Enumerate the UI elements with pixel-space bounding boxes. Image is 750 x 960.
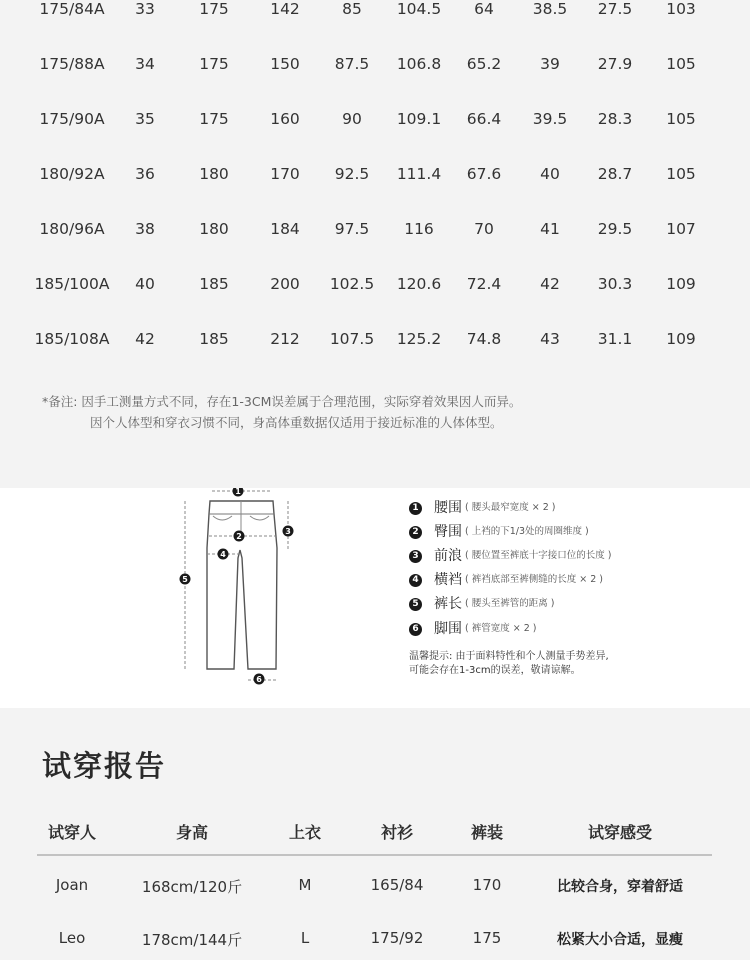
report-column-header: 身高	[175, 823, 209, 842]
size-cell: 104.5	[396, 0, 442, 18]
tip-line-1: 温馨提示: 由于面料特性和个人测量手势差异,	[409, 651, 609, 662]
svg-text:6: 6	[256, 675, 262, 684]
report-cell: 松紧大小合适，显瘦	[557, 932, 683, 948]
report-column-header: 上衣	[288, 823, 322, 842]
size-cell: 92.5	[334, 165, 370, 183]
legend-description: ( 腰头最窄宽度 × 2 )	[465, 502, 556, 513]
report-column-header: 衬衫	[380, 823, 414, 842]
size-cell: 66.4	[466, 110, 502, 128]
legend-description: ( 上裆的下1/3处的周圈维度 )	[465, 526, 589, 537]
marker-6	[254, 674, 265, 685]
size-cell: 74.8	[466, 330, 502, 348]
svg-text:3: 3	[285, 527, 291, 536]
marker-4	[218, 549, 229, 560]
report-column-header: 试穿感受	[587, 823, 653, 842]
number-badge-icon: 2	[409, 526, 422, 539]
size-row	[0, 324, 750, 354]
report-divider	[37, 854, 712, 856]
report-column-header: 裤装	[470, 823, 504, 842]
legend-description: ( 腰头至裤管的距离 )	[465, 598, 555, 609]
legend-term: 脚围	[434, 621, 462, 637]
report-cell: Leo	[58, 929, 86, 947]
report-cell: L	[300, 929, 310, 947]
left-pocket	[213, 516, 232, 520]
report-cell: M	[298, 876, 312, 894]
size-cell: 85	[342, 0, 362, 18]
size-cell: 103	[666, 0, 696, 18]
number-badge-icon: 1	[409, 502, 422, 515]
size-row	[0, 269, 750, 299]
size-cell: 105	[666, 165, 696, 183]
size-cell: 38.5	[532, 0, 568, 18]
size-cell: 160	[270, 110, 300, 128]
report-cell: 175/92	[370, 929, 424, 947]
legend-description: ( 裤裆底部至裤侧缝的长度 × 2 )	[465, 574, 603, 585]
size-cell: 31.1	[597, 330, 633, 348]
size-cell: 87.5	[334, 55, 370, 73]
report-title: 试穿报告	[42, 749, 167, 783]
size-cell: 180/96A	[39, 220, 105, 238]
marker-5	[180, 574, 191, 585]
size-cell: 180	[199, 165, 229, 183]
report-cell: 比较合身，穿着舒适	[557, 879, 683, 895]
size-cell: 180/92A	[39, 165, 105, 183]
report-cell: 170	[472, 876, 502, 894]
size-cell: 64	[474, 0, 494, 18]
report-cell: 168cm/120斤	[141, 878, 243, 896]
legend-item	[409, 546, 611, 566]
size-row	[0, 159, 750, 189]
size-cell: 28.3	[597, 110, 633, 128]
svg-text:4: 4	[220, 550, 226, 559]
right-pocket	[250, 516, 269, 520]
size-cell: 142	[270, 0, 300, 18]
size-cell: 40	[135, 275, 155, 293]
size-cell: 40	[540, 165, 560, 183]
size-cell: 185	[199, 275, 229, 293]
size-cell: 42	[540, 275, 560, 293]
size-cell: 175	[199, 0, 229, 18]
size-cell: 70	[474, 220, 494, 238]
number-badge-icon: 3	[409, 550, 422, 563]
report-cell: 178cm/144斤	[141, 931, 243, 949]
size-cell: 90	[342, 110, 362, 128]
size-cell: 39	[540, 55, 560, 73]
legend-term: 裤长	[434, 596, 462, 612]
size-cell: 107.5	[329, 330, 375, 348]
size-cell: 30.3	[597, 275, 633, 293]
marker-2	[234, 531, 245, 542]
marker-1	[233, 488, 244, 497]
size-cell: 105	[666, 55, 696, 73]
size-cell: 185/100A	[34, 275, 110, 293]
legend-item	[409, 498, 556, 518]
size-cell: 120.6	[396, 275, 442, 293]
tip-line-2: 可能会存在1-3cm的误差，敬请谅解。	[409, 665, 581, 676]
fitting-report-section	[0, 708, 750, 960]
size-cell: 39.5	[532, 110, 568, 128]
legend-description: ( 裤管宽度 × 2 )	[465, 623, 537, 634]
size-cell: 29.5	[597, 220, 633, 238]
legend-item	[409, 570, 603, 590]
size-cell: 43	[540, 330, 560, 348]
size-cell: 109.1	[396, 110, 442, 128]
size-cell: 109	[666, 275, 696, 293]
measurement-note	[42, 391, 521, 433]
legend-item	[409, 594, 554, 614]
size-row	[0, 0, 750, 24]
size-cell: 184	[270, 220, 300, 238]
measurement-tip	[409, 650, 609, 678]
report-column-header: 试穿人	[47, 823, 97, 842]
svg-text:2: 2	[236, 532, 242, 541]
note-line-2: 因个人体型和穿衣习惯不同，身高体重数据仅适用于接近标准的人体体型。	[90, 415, 503, 430]
size-cell: 67.6	[466, 165, 502, 183]
size-cell: 106.8	[396, 55, 442, 73]
report-cell: 175	[472, 929, 502, 947]
size-cell: 34	[135, 55, 155, 73]
size-cell: 180	[199, 220, 229, 238]
size-cell: 35	[135, 110, 155, 128]
size-cell: 116	[404, 220, 434, 238]
size-cell: 109	[666, 330, 696, 348]
size-cell: 65.2	[466, 55, 502, 73]
report-cell: 165/84	[370, 876, 424, 894]
svg-text:1: 1	[235, 488, 241, 496]
svg-text:5: 5	[182, 575, 188, 584]
size-cell: 102.5	[329, 275, 375, 293]
size-cell: 107	[666, 220, 696, 238]
size-cell: 185	[199, 330, 229, 348]
size-row	[0, 49, 750, 79]
size-cell: 27.9	[597, 55, 633, 73]
size-cell: 41	[540, 220, 560, 238]
pants-outline-icon	[207, 501, 277, 669]
size-row	[0, 214, 750, 244]
size-cell: 175	[199, 110, 229, 128]
size-cell: 38	[135, 220, 155, 238]
size-cell: 125.2	[396, 330, 442, 348]
legend-description: ( 腰位置至裤底十字接口位的长度 )	[465, 550, 612, 561]
size-cell: 175/90A	[39, 110, 105, 128]
measurement-diagram-section	[0, 488, 750, 708]
legend-term: 臀围	[434, 524, 462, 540]
size-cell: 175/88A	[39, 55, 105, 73]
size-cell: 28.7	[597, 165, 633, 183]
size-cell: 36	[135, 165, 155, 183]
size-cell: 200	[270, 275, 300, 293]
legend-item	[409, 522, 589, 542]
number-badge-icon: 4	[409, 574, 422, 587]
size-cell: 42	[135, 330, 155, 348]
legend-term: 腰围	[434, 500, 462, 516]
size-cell: 27.5	[597, 0, 633, 18]
size-cell: 111.4	[396, 165, 442, 183]
size-cell: 175	[199, 55, 229, 73]
number-badge-icon: 6	[409, 623, 422, 636]
legend-term: 横裆	[434, 572, 462, 588]
size-cell: 175/84A	[39, 0, 105, 18]
legend-term: 前浪	[434, 548, 462, 564]
size-cell: 72.4	[466, 275, 502, 293]
size-row	[0, 104, 750, 134]
size-cell: 105	[666, 110, 696, 128]
report-cell: Joan	[55, 876, 89, 894]
size-cell: 150	[270, 55, 300, 73]
size-cell: 33	[135, 0, 155, 18]
size-cell: 212	[270, 330, 300, 348]
note-line-1: *备注: 因手工测量方式不同，存在1-3CM误差属于合理范围，实际穿着效果因人而异。	[42, 394, 522, 409]
number-badge-icon: 5	[409, 598, 422, 611]
size-cell: 170	[270, 165, 300, 183]
size-cell: 97.5	[334, 220, 370, 238]
marker-3	[283, 526, 294, 537]
legend-item	[409, 619, 537, 639]
size-cell: 185/108A	[34, 330, 110, 348]
